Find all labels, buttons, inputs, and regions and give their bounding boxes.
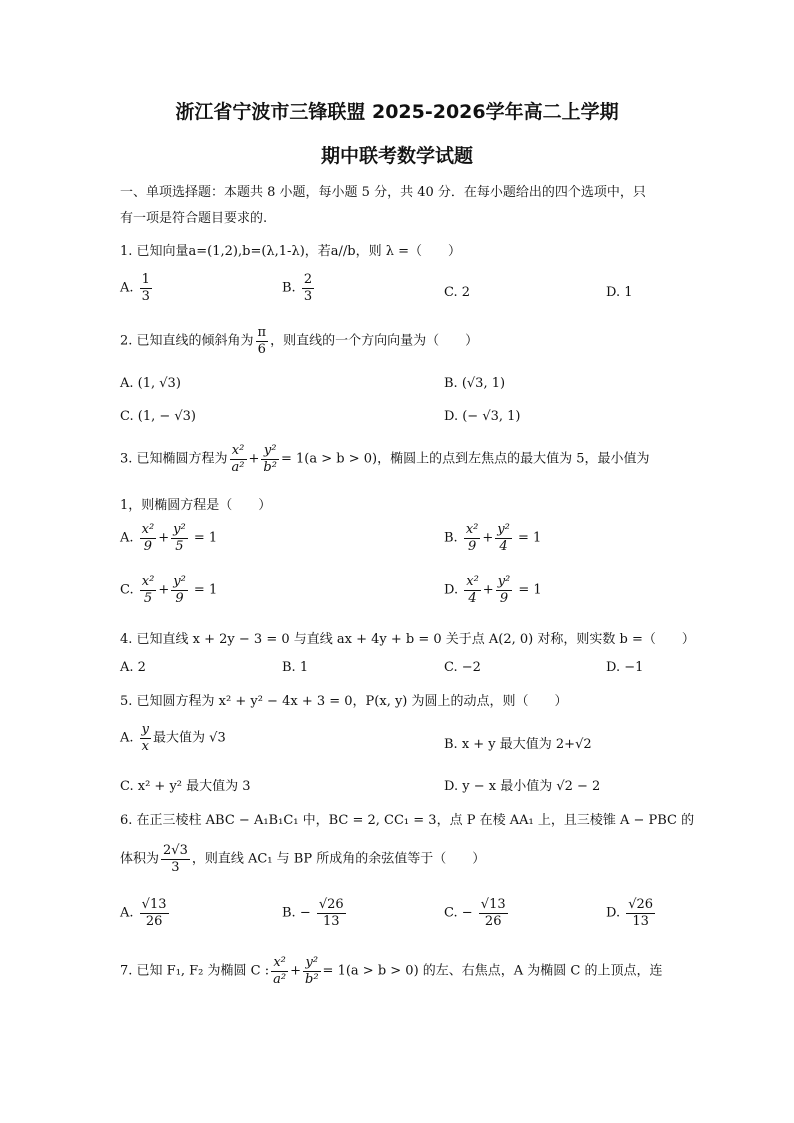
question-7-stem: 7. 已知 F₁, F₂ 为椭圆 C : $\frac{\text{x²}}{\text{a²}}$ + $\frac{\text{y²}}{\text{b²}}$ = 1(a > b > 0) 的左、右焦点，A 为椭圆 C 的上顶点，连 xyxy=(120,955,663,987)
exam-title-line1: 浙江省宁波市三锋联盟 2025-2026学年高二上学期 xyxy=(175,101,619,123)
question-5-option-d: D. y − x 最小值为 √2 − 2 xyxy=(444,779,601,794)
question-3-option-a: A. $\frac{\text{x²}}{9}$ + $\frac{\text{y²}}{5}$ = 1 xyxy=(120,522,218,554)
question-2-option-c: C. (1, − √3) xyxy=(120,409,197,424)
question-5-stem: 5. 已知圆方程为 x² + y² − 4x + 3 = 0，P(x, y) 为圆上的动点，则（ ） xyxy=(120,694,568,709)
question-1-stem: 1. 已知向量a=(1,2),b=(λ,1-λ)，若a//b，则 λ =（ ） xyxy=(120,244,461,259)
section-intro-line2: 有一项是符合题目要求的. xyxy=(120,211,268,226)
question-4-stem: 4. 已知直线 x + 2y − 3 = 0 与直线 ax + 4y + b = 0 关于点 A(2, 0) 对称，则实数 b =（ ） xyxy=(120,632,695,647)
question-4-option-a: A. 2 xyxy=(120,660,146,675)
question-5-option-a: A. $\frac{y}{x}$ 最大值为 √3 xyxy=(120,722,226,754)
question-2-option-d: D. (− √3, 1) xyxy=(444,409,521,424)
question-5-option-b: B. x + y 最大值为 2+√2 xyxy=(444,737,592,752)
question-2-option-b: B. (√3, 1) xyxy=(444,376,506,391)
question-6-option-b: B. − $\frac{√26}{13}$ xyxy=(282,897,344,929)
question-3-option-c: C. $\frac{\text{x²}}{5}$ + $\frac{\text{y²}}{9}$ = 1 xyxy=(120,574,218,606)
question-3-option-d: D. $\frac{\text{x²}}{4}$ + $\frac{\text{y²}}{9}$ = 1 xyxy=(444,574,542,606)
section-intro-line1: 一、单项选择题：本题共 8 小题，每小题 5 分，共 40 分．在每小题给出的四个选项中，只 xyxy=(120,185,646,200)
question-6-option-d: D. $\frac{√26}{13}$ xyxy=(606,897,654,929)
question-6-stem-line2: 体积为 $\frac{2√3}{3}$ ，则直线 AC₁ 与 BP 所成角的余弦值等于（ ） xyxy=(120,843,486,875)
question-6-option-a: A. $\frac{√13}{26}$ xyxy=(120,897,167,929)
question-2-stem: 2. 已知直线的倾斜角为 $\frac{\pi}{6}$ ，则直线的一个方向向量为（ ） xyxy=(120,325,479,357)
question-6-stem-line1: 6. 在正三棱柱 ABC − A₁B₁C₁ 中，BC = 2, CC₁ = 3，点 P 在棱 AA₁ 上，且三棱锥 A − PBC 的 xyxy=(120,813,695,828)
question-4-option-c: C. −2 xyxy=(444,660,481,675)
question-1-option-b: B. $\frac{2}{3}$ xyxy=(282,272,313,304)
question-1-option-c: C. 2 xyxy=(444,285,471,300)
question-2-option-a: A. (1, √3) xyxy=(120,376,181,391)
question-1-option-a-fraction: $\frac{1}{3}$ xyxy=(141,272,150,304)
question-3-stem: 3. 已知椭圆方程为 $\frac{\text{x²}}{\text{a²}}$ + $\frac{\text{y²}}{\text{b²}}$ = 1(a > b > 0)，椭圆上的点到左焦点的最大值为 5，最小值为 xyxy=(120,443,650,475)
question-2-stem-fraction: $\frac{\pi}{6}$ xyxy=(257,325,267,357)
question-1-option-d: D. 1 xyxy=(606,285,633,300)
question-1-option-b-fraction: $\frac{2}{3}$ xyxy=(303,272,313,304)
question-5-option-c: C. x² + y² 最大值为 3 xyxy=(120,779,251,794)
question-4-option-d: D. −1 xyxy=(606,660,644,675)
question-4-option-b: B. 1 xyxy=(282,660,309,675)
question-3-option-b: B. $\frac{\text{x²}}{9}$ + $\frac{\text{y²}}{4}$ = 1 xyxy=(444,522,542,554)
question-6-option-c: C. − $\frac{√13}{26}$ xyxy=(444,897,506,929)
question-1-option-a: A. $\frac{1}{3}$ xyxy=(120,272,150,304)
question-3-stem-line2: 1，则椭圆方程是（ ） xyxy=(120,498,272,513)
exam-title-line2: 期中联考数学试题 xyxy=(320,145,473,167)
